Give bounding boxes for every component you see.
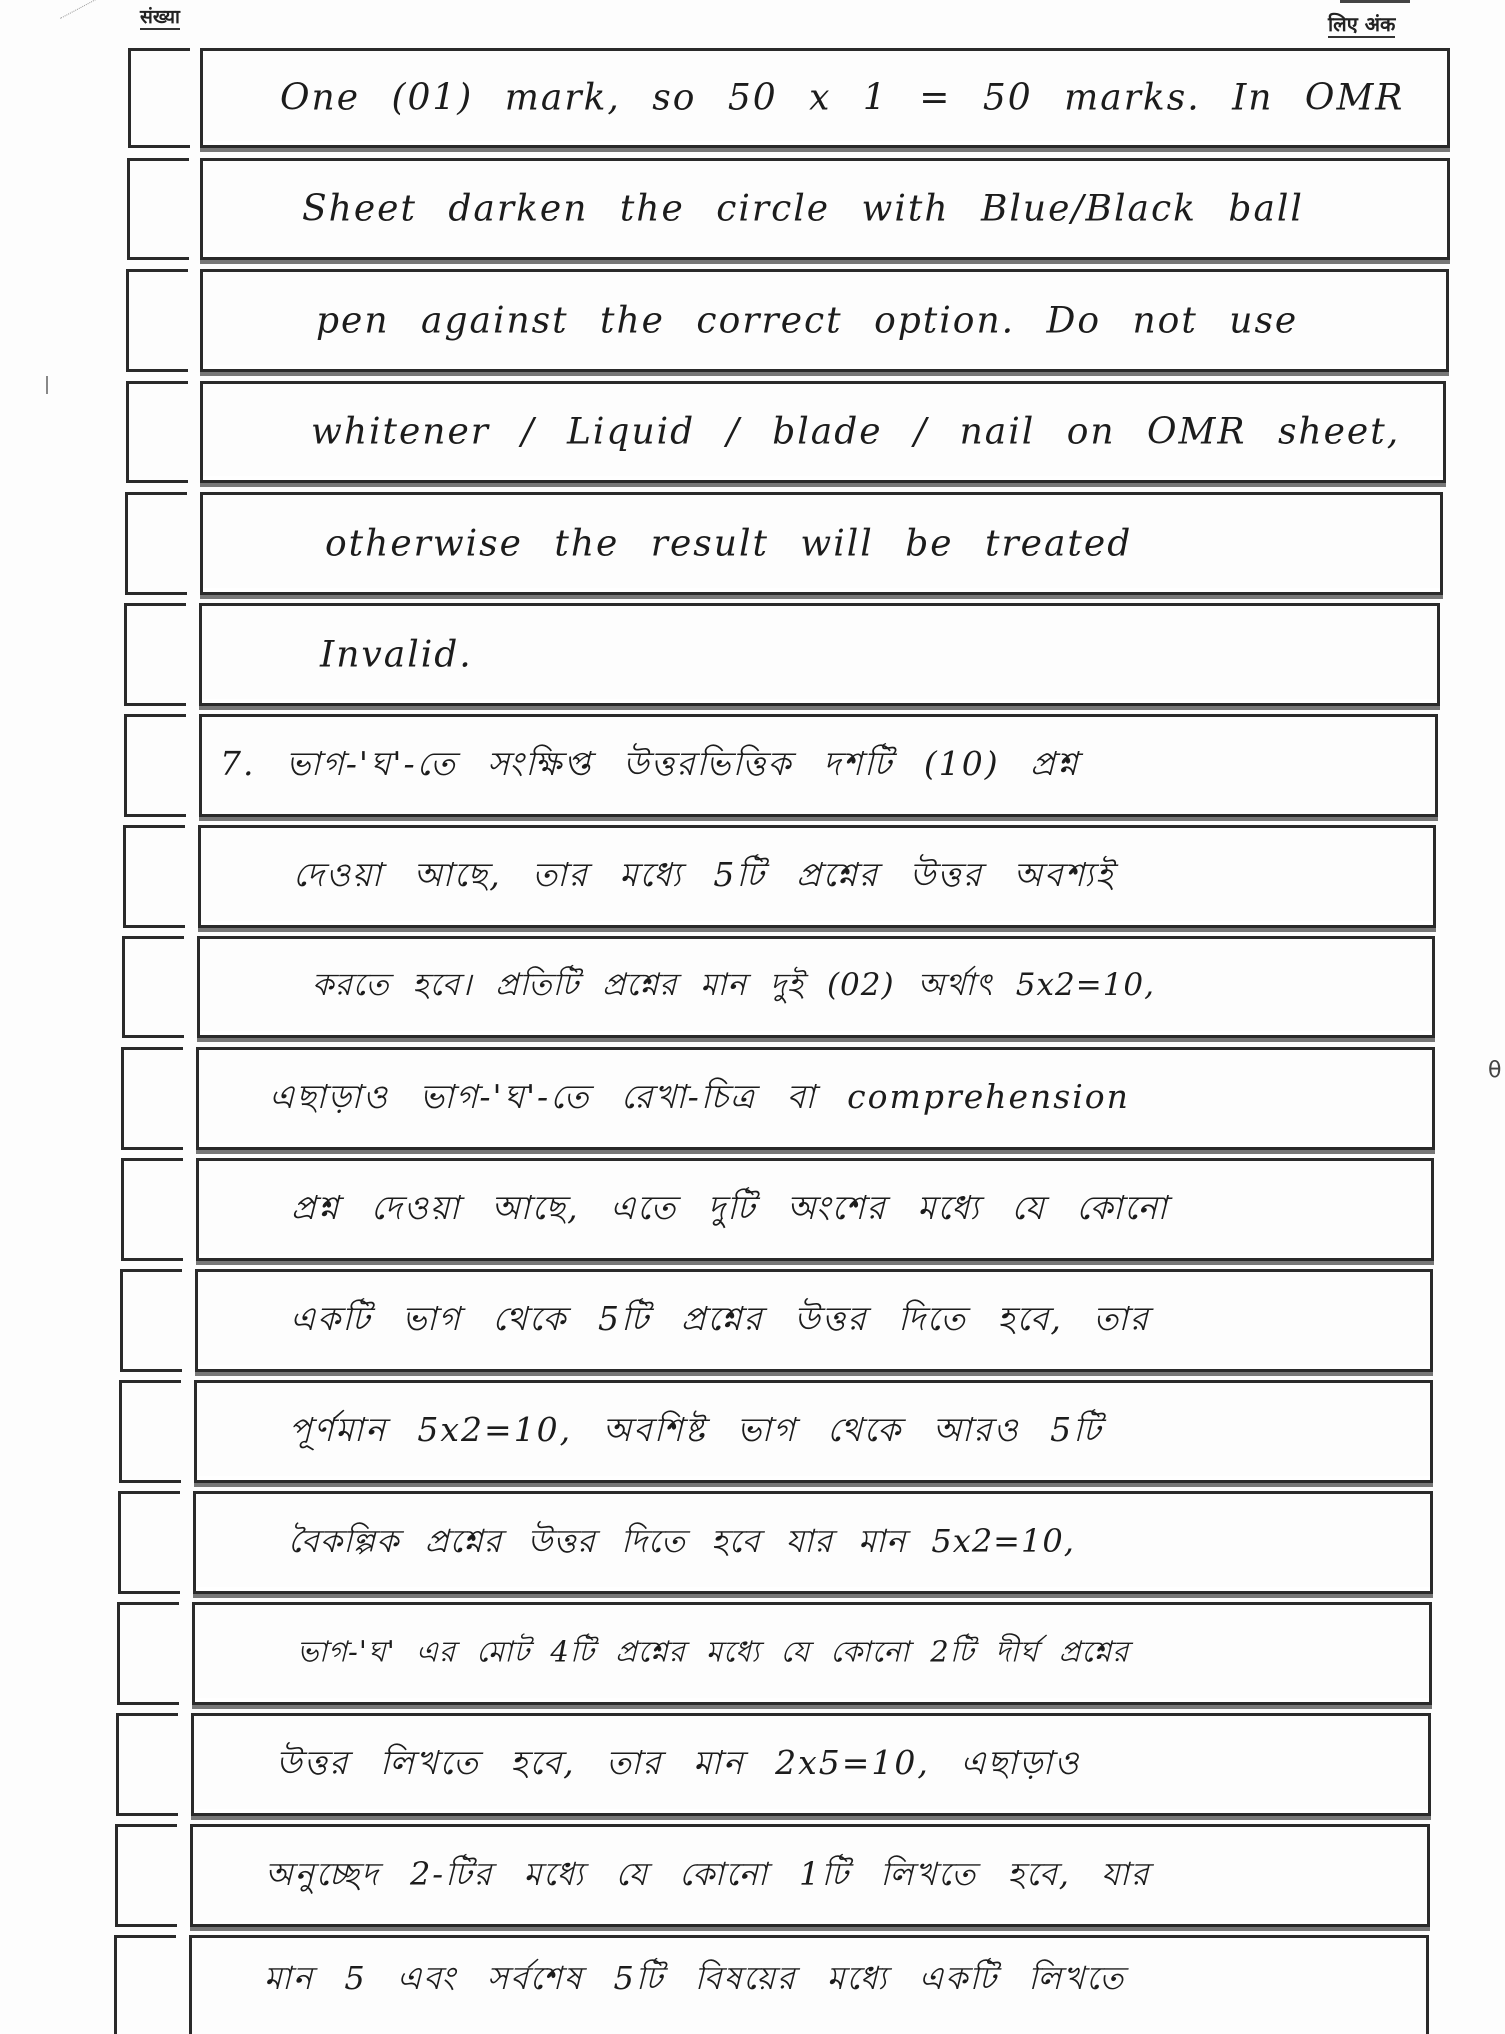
question-number-cell bbox=[126, 381, 188, 483]
handwritten-line: 7. ভাগ-'ঘ'-তে সংক্ষিপ্ত উত্তরভিত্তিক দশটি (10) প্রশ্ন bbox=[220, 743, 1080, 783]
handwritten-line: উত্তর লিখতে হবে, তার মান 2x5=10, এছাড়াও bbox=[276, 1742, 1081, 1782]
question-number-cell bbox=[121, 1158, 183, 1261]
question-number-cell bbox=[124, 603, 186, 706]
handwritten-line: Sheet darken the circle with Blue/Black ball bbox=[302, 188, 1304, 230]
handwritten-line: দেওয়া আছে, তার মধ্যে 5টি প্রশ্নের উত্তর অবশ্যই bbox=[293, 854, 1115, 894]
question-number-cell bbox=[120, 1269, 182, 1372]
header-marks-label: लिए अंक bbox=[1328, 12, 1396, 36]
question-number-cell bbox=[121, 1047, 183, 1150]
handwritten-line: pen against the correct option. Do not use bbox=[316, 300, 1299, 341]
question-number-cell bbox=[128, 48, 190, 148]
handwritten-line: otherwise the result will be treated bbox=[325, 523, 1133, 564]
handwritten-line: করতে হবে। প্রতিটি প্রশ্নের মান দুই (02) অর্থাৎ 5x2=10, bbox=[312, 967, 1155, 1003]
handwritten-line: Invalid. bbox=[320, 634, 473, 675]
question-number-cell bbox=[116, 1713, 178, 1816]
handwritten-line: এছাড়াও ভাগ-'ঘ'-তে রেখা-চিত্র বা comprehension bbox=[269, 1076, 1130, 1116]
question-number-cell bbox=[118, 1491, 180, 1594]
question-number-cell bbox=[115, 1824, 177, 1927]
handwritten-line: whitener / Liquid / blade / nail on OMR sheet, bbox=[311, 411, 1401, 453]
question-number-cell bbox=[126, 269, 188, 372]
handwritten-line: বৈকল্পিক প্রশ্নের উত্তর দিতে হবে যার মান 5x2=10, bbox=[288, 1521, 1075, 1560]
question-number-cell bbox=[124, 714, 186, 817]
handwritten-line: পূর্ণমান 5x2=10, অবশিষ্ট ভাগ থেকে আরও 5টি bbox=[289, 1409, 1103, 1449]
question-number-cell bbox=[114, 1935, 176, 2034]
handwritten-line: অনুচ্ছেদ 2-টির মধ্যে যে কোনো 1টি লিখতে হবে, যার bbox=[265, 1854, 1151, 1893]
handwritten-line: মান 5 এবং সর্বশেষ 5টি বিষয়ের মধ্যে একটি লিখতে bbox=[264, 1958, 1126, 1997]
question-number-cell bbox=[123, 825, 185, 928]
question-number-cell bbox=[127, 158, 189, 260]
question-number-cell bbox=[119, 1380, 181, 1483]
side-margin-mark: θ bbox=[1488, 1058, 1502, 1083]
header-number-label: संख्या bbox=[140, 6, 180, 28]
handwritten-line: প্রশ্ন দেওয়া আছে, এতে দুটি অংশের মধ্যে যে কোনো bbox=[291, 1187, 1169, 1227]
question-number-cell bbox=[122, 936, 184, 1038]
handwritten-line: একটি ভাগ থেকে 5টি প্রশ্নের উত্তর দিতে হবে, তার bbox=[290, 1298, 1150, 1338]
handwritten-line: One (01) mark, so 50 x 1 = 50 marks. In OMR bbox=[280, 77, 1405, 119]
question-number-cell bbox=[125, 492, 187, 595]
handwritten-line: ভাগ-'ঘ' এর মোট 4টি প্রশ্নের মধ্যে যে কোনো 2টি দীর্ঘ প্রশ্নের bbox=[297, 1634, 1130, 1668]
question-number-cell bbox=[117, 1602, 179, 1705]
